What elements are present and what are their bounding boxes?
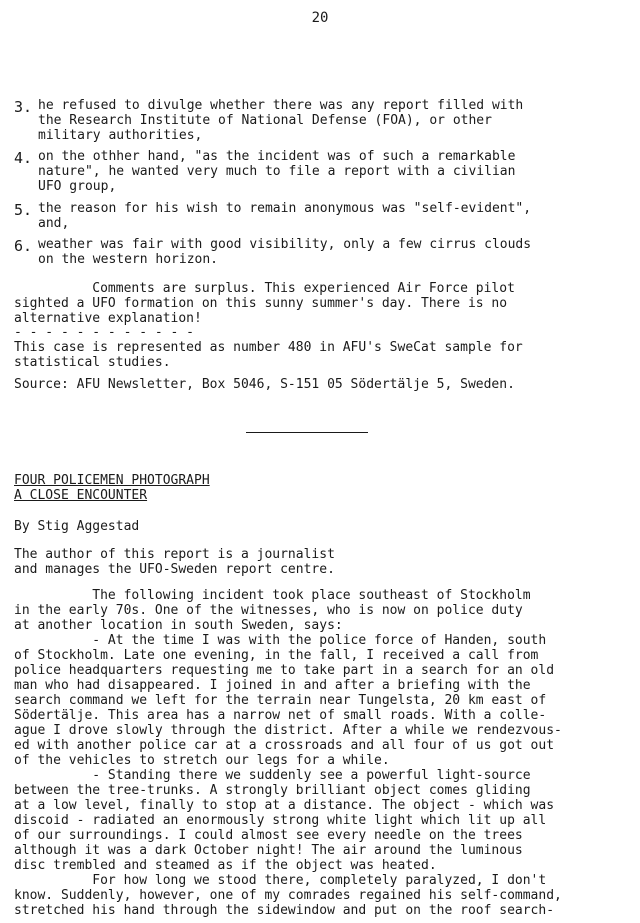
article-body-line: disc trembled and steamed as if the object was heated. <box>14 858 437 873</box>
article-body-line: search command we left for the terrain near Tungelsta, 20 km east of <box>14 693 547 708</box>
article-body-line: - Standing there we suddenly see a powerful light-source <box>14 768 531 783</box>
article-body-line: man who had disappeared. I joined in and after a briefing with the <box>14 678 531 693</box>
article-title-line: FOUR POLICEMEN PHOTOGRAPH <box>14 473 210 488</box>
article-body-line: of the vehicles to stretch our legs for a while. <box>14 753 390 768</box>
list-item-line: weather was fair with good visibility, only a few cirrus clouds <box>38 237 532 252</box>
article-title <box>14 473 620 503</box>
source-citation: Source: AFU Newsletter, Box 5046, S-151 05 Södertälje 5, Sweden. <box>14 377 515 392</box>
article-body-line: - At the time I was with the police force of Handen, south <box>14 633 547 648</box>
list-item-number: 6. <box>14 237 33 255</box>
text-line: statistical studies. <box>14 355 171 370</box>
article-body-line: in the early 70s. One of the witnesses, who is now on police duty <box>14 603 523 618</box>
article-body-line: of Stockholm. Late one evening, in the fall, I received a call from <box>14 648 539 663</box>
article-byline: By Stig Aggestad <box>14 519 140 534</box>
text-line: This case is represented as number 480 in AFU's SweCat sample for <box>14 340 523 355</box>
list-item-line: and, <box>38 216 70 231</box>
article-body-line: although it was a dark October night! The air around the luminous <box>14 843 523 858</box>
list-item-line: he refused to divulge whether there was any report filled with <box>38 98 524 113</box>
list-item-line: the reason for his wish to remain anonymous was "self-evident", <box>38 201 532 216</box>
text-line: and manages the UFO-Sweden report centre. <box>14 562 335 577</box>
article-body-line: at another location in south Sweden, says: <box>14 618 343 633</box>
text-line: sighted a UFO formation on this sunny summer's day. There is no <box>14 296 508 311</box>
list-item-number: 5. <box>14 201 33 219</box>
article-body-line: The following incident took place southeast of Stockholm <box>14 588 531 603</box>
list-item-line: UFO group, <box>38 179 117 194</box>
text-line: The author of this report is a journalist <box>14 547 335 562</box>
text-line: Comments are surplus. This experienced Air Force pilot <box>14 281 515 296</box>
article-body-line: Södertälje. This area has a narrow net of small roads. With a colle- <box>14 708 547 723</box>
article-body-line: of our surroundings. I could almost see every needle on the trees <box>14 828 523 843</box>
list-item-number: 3. <box>14 98 33 116</box>
comments-paragraph <box>14 281 620 326</box>
article-body-line: police headquarters requesting me to take part in a search for an old <box>14 663 555 678</box>
article-body-line: For how long we stood there, completely paralyzed, I don't <box>14 873 547 888</box>
article-body-line: stretched his hand through the sidewindow and put on the roof search- <box>14 903 555 918</box>
list-item-number: 4. <box>14 149 33 167</box>
swecat-note <box>14 340 620 370</box>
section-divider <box>246 432 368 433</box>
article-body-line: ed with another police car at a crossroads and all four of us got out <box>14 738 555 753</box>
article-title-line: A CLOSE ENCOUNTER <box>14 488 148 503</box>
article-body-line: between the tree-trunks. A strongly brilliant object comes gliding <box>14 783 531 798</box>
dashed-separator: - - - - - - - - - - - - <box>14 325 195 340</box>
article-body-line: discoid - radiated an enormously strong white light which lit up all <box>14 813 547 828</box>
article-body-line: ague I drove slowly through the district. After a while we rendezvous- <box>14 723 562 738</box>
list-item-line: on the othher hand, "as the incident was of such a remarkable <box>38 149 516 164</box>
list-item-line: the Research Institute of National Defense (FOA), or other <box>38 113 492 128</box>
article-intro <box>14 547 620 577</box>
article-body-line: at a low level, finally to stop at a distance. The object - which was <box>14 798 555 813</box>
page-number: 20 <box>311 10 329 26</box>
list-item-line: on the western horizon. <box>38 252 219 267</box>
article-body-line: know. Suddenly, however, one of my comrades regained his self-command, <box>14 888 562 903</box>
list-item-line: nature", he wanted very much to file a report with a civilian <box>38 164 516 179</box>
text-line: alternative explanation! <box>14 311 202 326</box>
list-item-line: military authorities, <box>38 128 203 143</box>
article-body <box>14 588 620 918</box>
